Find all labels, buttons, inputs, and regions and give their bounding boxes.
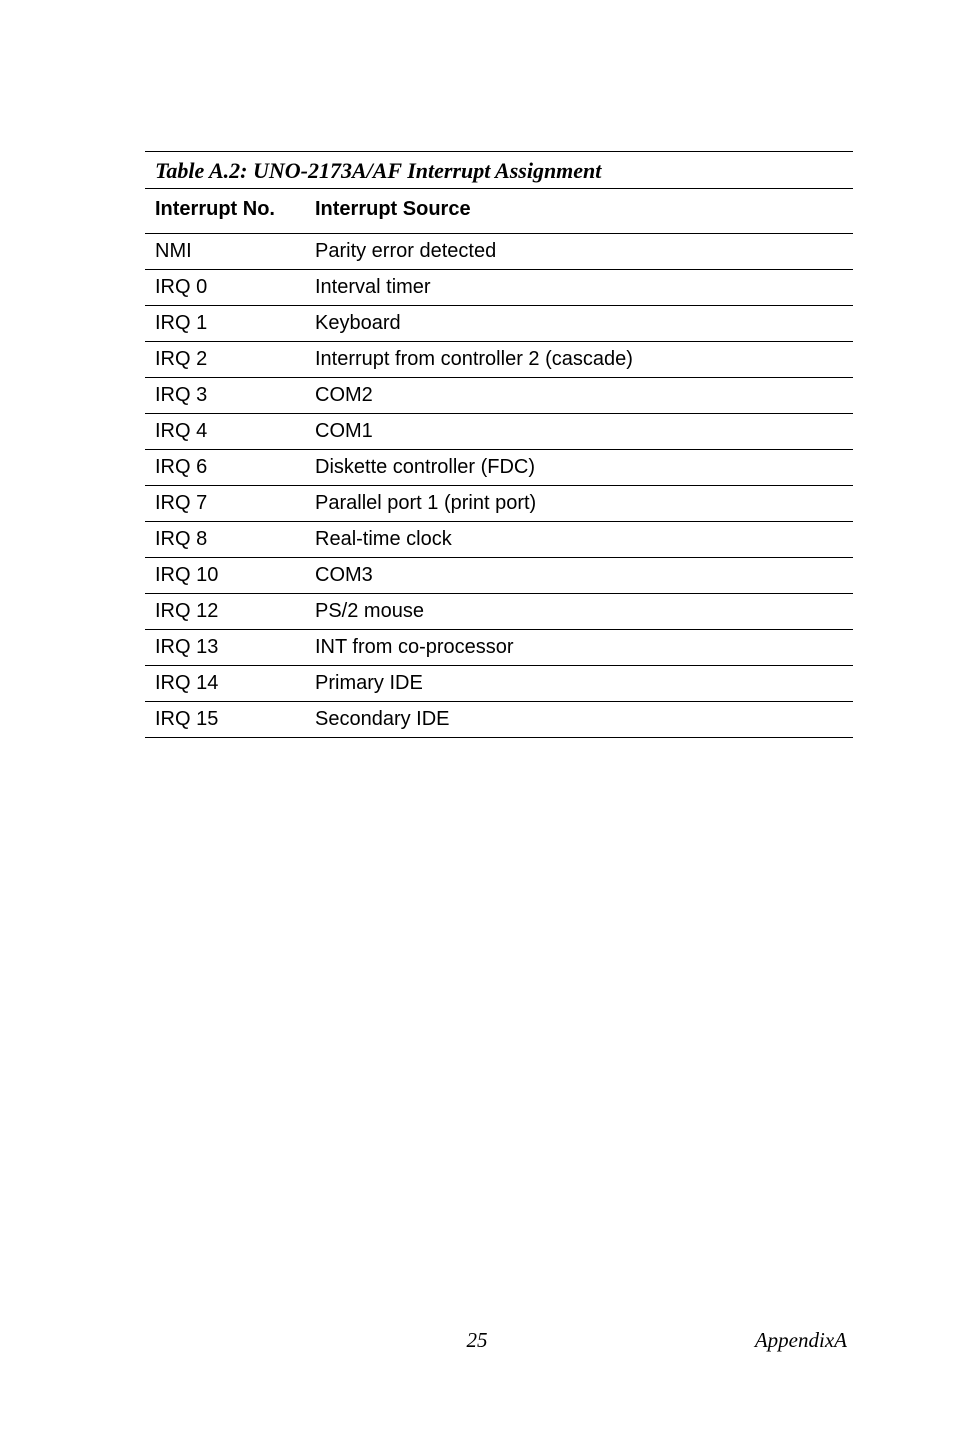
interrupt-source-cell: COM3 <box>305 558 853 594</box>
section-label: AppendixA <box>754 1328 847 1352</box>
interrupt-no-cell: IRQ 0 <box>145 270 305 306</box>
table-row <box>145 702 853 738</box>
interrupt-no-cell: IRQ 4 <box>145 414 305 450</box>
interrupt-source-cell: INT from co-processor <box>305 630 853 666</box>
table-row <box>145 450 853 486</box>
table-row <box>145 270 853 306</box>
interrupt-source-cell: COM2 <box>305 378 853 414</box>
table-row <box>145 558 853 594</box>
table-row <box>145 306 853 342</box>
interrupt-source-cell: Interval timer <box>305 270 853 306</box>
table-row <box>145 522 853 558</box>
table-row <box>145 342 853 378</box>
interrupt-source-cell: Primary IDE <box>305 666 853 702</box>
interrupt-no-cell: IRQ 15 <box>145 702 305 738</box>
interrupt-source-cell: Parallel port 1 (print port) <box>305 486 853 522</box>
interrupt-no-cell: IRQ 6 <box>145 450 305 486</box>
table-header-row <box>145 189 853 234</box>
interrupt-no-cell: IRQ 12 <box>145 594 305 630</box>
interrupt-no-cell: IRQ 1 <box>145 306 305 342</box>
interrupt-source-cell: Diskette controller (FDC) <box>305 450 853 486</box>
interrupt-no-cell: IRQ 8 <box>145 522 305 558</box>
interrupt-source-cell: PS/2 mouse <box>305 594 853 630</box>
table-row <box>145 486 853 522</box>
interrupt-no-cell: IRQ 3 <box>145 378 305 414</box>
interrupt-source-cell: Interrupt from controller 2 (cascade) <box>305 342 853 378</box>
interrupt-source-cell: Secondary IDE <box>305 702 853 738</box>
page-number: 25 <box>466 1328 488 1352</box>
interrupt-no-cell: IRQ 7 <box>145 486 305 522</box>
table-row <box>145 414 853 450</box>
interrupt-no-cell: NMI <box>145 234 305 270</box>
interrupt-no-cell: IRQ 2 <box>145 342 305 378</box>
table-row <box>145 666 853 702</box>
table-row <box>145 630 853 666</box>
interrupt-no-cell: IRQ 14 <box>145 666 305 702</box>
header-interrupt-no: Interrupt No. <box>145 189 305 234</box>
interrupt-no-cell: IRQ 10 <box>145 558 305 594</box>
interrupt-source-cell: COM1 <box>305 414 853 450</box>
table-row <box>145 594 853 630</box>
interrupt-source-cell: Real-time clock <box>305 522 853 558</box>
table-caption: Table A.2: UNO-2173A/AF Interrupt Assignment <box>145 151 853 189</box>
interrupt-no-cell: IRQ 13 <box>145 630 305 666</box>
interrupt-source-cell: Keyboard <box>305 306 853 342</box>
interrupt-table-block <box>145 151 853 738</box>
table-row <box>145 378 853 414</box>
interrupt-source-cell: Parity error detected <box>305 234 853 270</box>
table-row <box>145 234 853 270</box>
header-interrupt-source: Interrupt Source <box>305 189 853 234</box>
interrupt-table <box>145 189 853 738</box>
